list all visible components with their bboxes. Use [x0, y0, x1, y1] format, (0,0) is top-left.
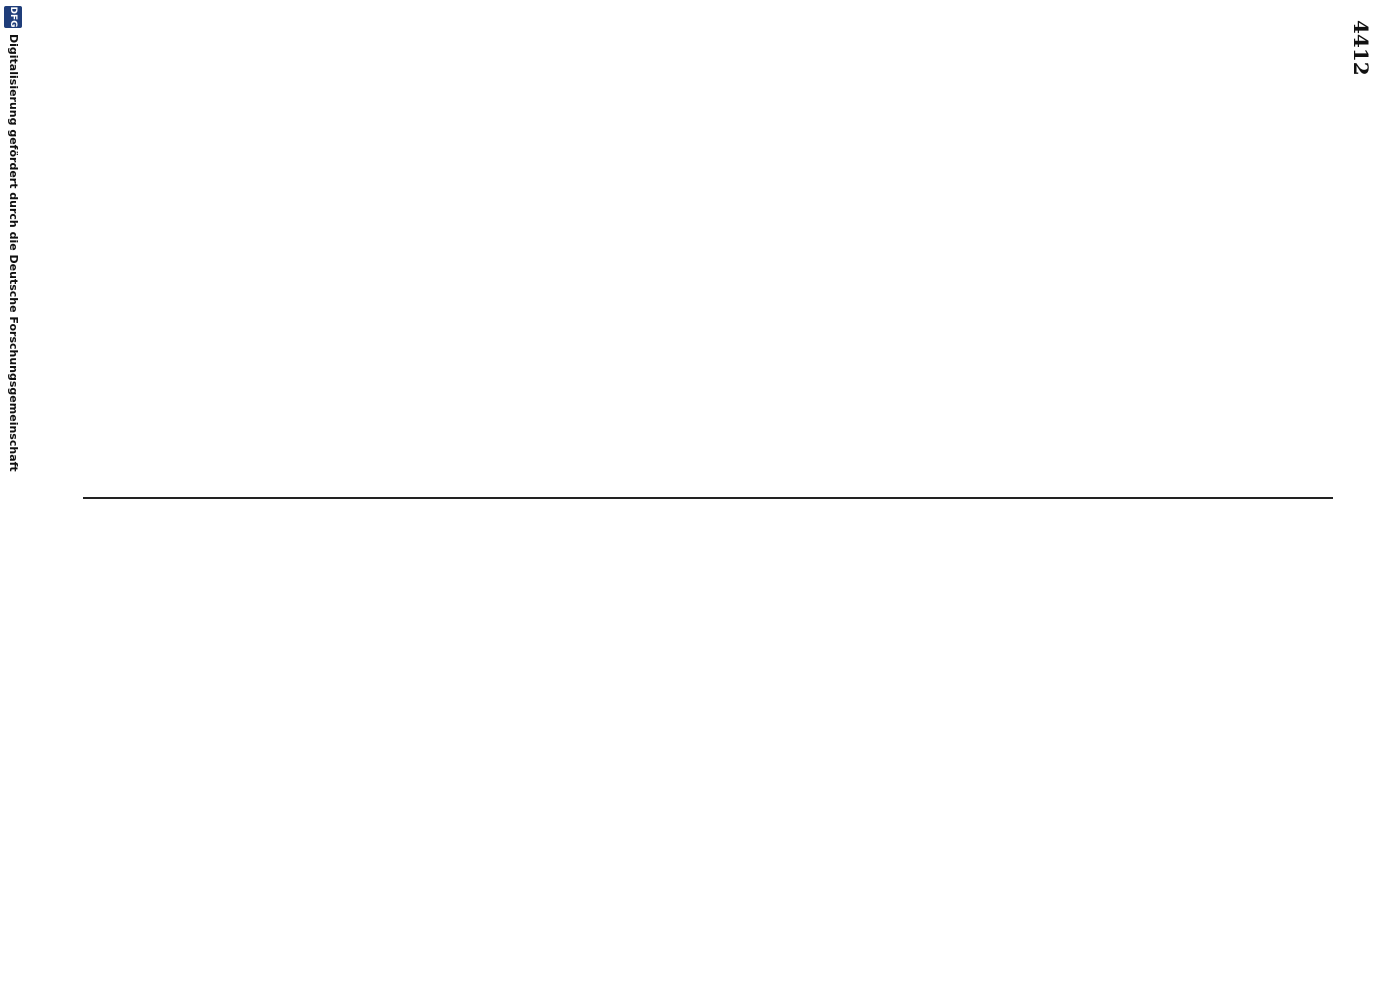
page-header	[1343, 20, 1373, 980]
page-footer	[0, 0, 26, 1000]
funding-credit: Digitalisierung gefördert durch die Deutsche Forschungsgemeinschaft	[7, 34, 20, 472]
dfg-logo: DFG	[4, 6, 22, 28]
left-column	[88, 40, 1328, 485]
column-divider	[83, 497, 1333, 499]
right-column	[88, 515, 1328, 960]
page-number: 4412	[1349, 20, 1373, 76]
